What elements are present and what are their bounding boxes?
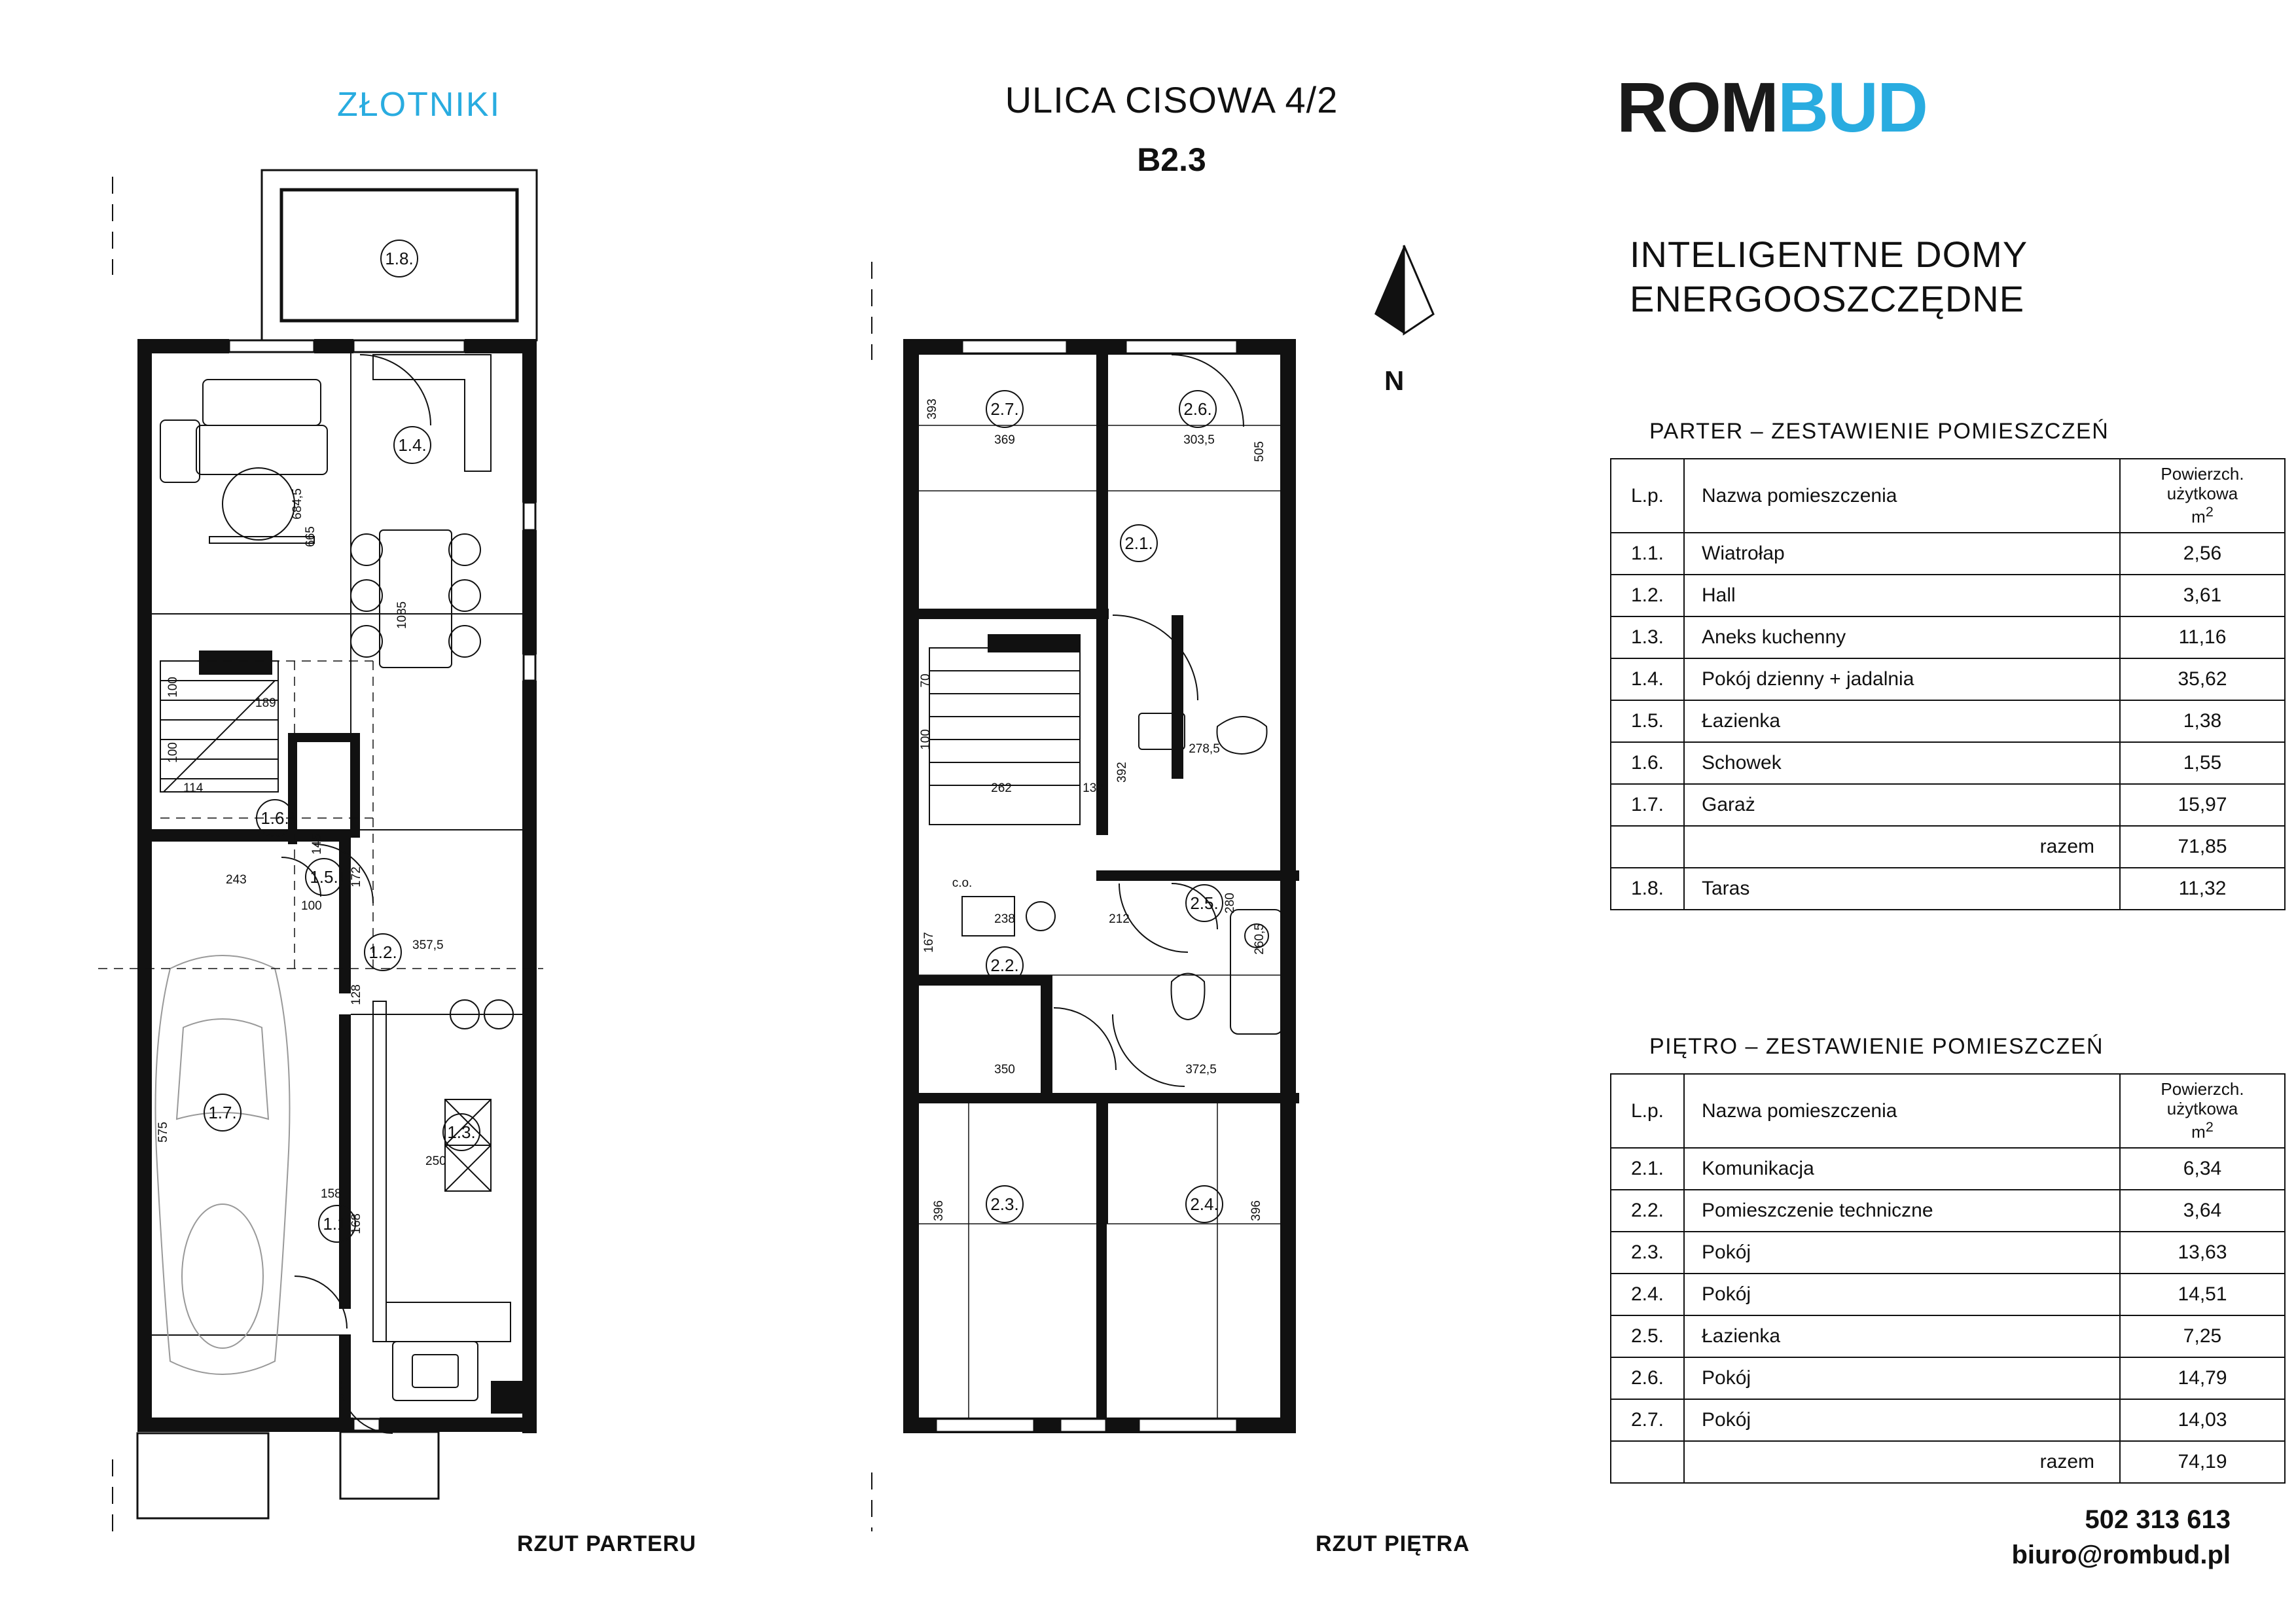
header-name: Nazwa pomieszczenia bbox=[1684, 459, 2120, 533]
cell-lp: 2.7. bbox=[1611, 1399, 1684, 1441]
svg-text:369: 369 bbox=[994, 433, 1015, 447]
cell-lp: 2.6. bbox=[1611, 1357, 1684, 1399]
svg-text:1.7.: 1.7. bbox=[208, 1103, 237, 1122]
cell-lp: 1.6. bbox=[1611, 742, 1684, 784]
svg-text:250: 250 bbox=[425, 1154, 446, 1168]
cell-name: Pokój dzienny + jadalnia bbox=[1684, 658, 2120, 700]
svg-text:168: 168 bbox=[350, 1213, 363, 1234]
cell-area: 7,25 bbox=[2120, 1315, 2285, 1357]
svg-text:1.2.: 1.2. bbox=[368, 942, 397, 962]
svg-text:2.1.: 2.1. bbox=[1124, 533, 1153, 553]
cell-total-label: razem bbox=[1684, 1441, 2120, 1483]
svg-text:212: 212 bbox=[1109, 912, 1130, 926]
cell-area: 11,16 bbox=[2120, 616, 2285, 658]
svg-text:172: 172 bbox=[350, 866, 363, 887]
first-room-table bbox=[1610, 1073, 2286, 1484]
svg-text:575: 575 bbox=[156, 1122, 170, 1143]
contact-phone[interactable]: 502 313 613 bbox=[2085, 1505, 2231, 1534]
svg-text:684,5: 684,5 bbox=[291, 488, 304, 520]
brand-slogan-line2: ENERGOOSZCZĘDNE bbox=[1630, 278, 2025, 320]
table-row bbox=[1611, 700, 2285, 742]
svg-text:100: 100 bbox=[919, 729, 933, 750]
svg-text:100: 100 bbox=[166, 742, 180, 763]
cell-lp-empty bbox=[1611, 826, 1684, 868]
first-floor-plan bbox=[864, 164, 1473, 1525]
table-total-row bbox=[1611, 826, 2285, 868]
svg-text:2.6.: 2.6. bbox=[1183, 399, 1212, 419]
svg-text:350: 350 bbox=[994, 1063, 1015, 1077]
svg-text:1.5.: 1.5. bbox=[310, 867, 338, 887]
svg-text:2.7.: 2.7. bbox=[990, 399, 1019, 419]
cell-name: Wiatrołap bbox=[1684, 533, 2120, 575]
svg-text:70: 70 bbox=[919, 673, 933, 688]
contact-block bbox=[2011, 1502, 2231, 1573]
cell-area: 1,55 bbox=[2120, 742, 2285, 784]
page-title-street: ULICA CISOWA 4/2 bbox=[1005, 79, 1338, 120]
cell-lp: 2.4. bbox=[1611, 1274, 1684, 1315]
table-row bbox=[1611, 1232, 2285, 1274]
svg-text:665: 665 bbox=[304, 526, 317, 547]
cell-area: 6,34 bbox=[2120, 1148, 2285, 1190]
contact-email[interactable]: biuro@rombud.pl bbox=[2011, 1541, 2231, 1569]
table-row bbox=[1611, 533, 2285, 575]
table-header-row bbox=[1611, 459, 2285, 533]
header-lp: L.p. bbox=[1611, 1074, 1684, 1148]
cell-area: 1,38 bbox=[2120, 700, 2285, 742]
table-header-row bbox=[1611, 1074, 2285, 1148]
page-title-estate: ZŁOTNIKI bbox=[336, 86, 501, 124]
cell-name: Łazienka bbox=[1684, 700, 2120, 742]
cell-name: Taras bbox=[1684, 868, 2120, 910]
svg-text:100: 100 bbox=[166, 677, 180, 698]
cell-name: Pokój bbox=[1684, 1232, 2120, 1274]
table-row bbox=[1611, 1148, 2285, 1190]
cell-area: 3,64 bbox=[2120, 1190, 2285, 1232]
cell-total-label: razem bbox=[1684, 826, 2120, 868]
svg-text:189: 189 bbox=[255, 696, 276, 710]
svg-text:280: 280 bbox=[1223, 893, 1237, 914]
table-row bbox=[1611, 575, 2285, 616]
table-row bbox=[1611, 1357, 2285, 1399]
cell-area: 3,61 bbox=[2120, 575, 2285, 616]
svg-text:145: 145 bbox=[310, 834, 324, 855]
header-lp: L.p. bbox=[1611, 459, 1684, 533]
svg-text:2.5.: 2.5. bbox=[1190, 893, 1219, 913]
cell-area: 14,03 bbox=[2120, 1399, 2285, 1441]
cell-lp: 1.8. bbox=[1611, 868, 1684, 910]
svg-text:2.3.: 2.3. bbox=[990, 1194, 1019, 1214]
svg-text:278,5: 278,5 bbox=[1189, 742, 1220, 756]
compass-north-label: N bbox=[1384, 365, 1405, 396]
table-row bbox=[1611, 1315, 2285, 1357]
cell-lp: 1.7. bbox=[1611, 784, 1684, 826]
table-row bbox=[1611, 868, 2285, 910]
cell-lp: 1.2. bbox=[1611, 575, 1684, 616]
brand-slogan-line1: INTELIGENTNE DOMY bbox=[1630, 234, 2028, 275]
svg-text:2.4.: 2.4. bbox=[1190, 1194, 1219, 1214]
cell-name: Hall bbox=[1684, 575, 2120, 616]
svg-text:303,5: 303,5 bbox=[1183, 433, 1215, 447]
svg-text:2.2.: 2.2. bbox=[990, 955, 1019, 975]
table-row bbox=[1611, 784, 2285, 826]
svg-text:392: 392 bbox=[1115, 762, 1129, 783]
svg-text:1.1.: 1.1. bbox=[323, 1214, 351, 1234]
svg-text:396: 396 bbox=[1249, 1200, 1263, 1221]
svg-text:505: 505 bbox=[1253, 441, 1266, 462]
cell-name: Pokój bbox=[1684, 1274, 2120, 1315]
cell-lp: 1.5. bbox=[1611, 700, 1684, 742]
svg-text:1.4.: 1.4. bbox=[398, 435, 427, 455]
svg-text:158: 158 bbox=[321, 1187, 342, 1201]
svg-text:393: 393 bbox=[925, 399, 939, 419]
table-row bbox=[1611, 1274, 2285, 1315]
cell-area: 2,56 bbox=[2120, 533, 2285, 575]
cell-name: Schowek bbox=[1684, 742, 2120, 784]
cell-lp: 1.1. bbox=[1611, 533, 1684, 575]
cell-area: 14,79 bbox=[2120, 1357, 2285, 1399]
svg-text:262: 262 bbox=[991, 781, 1012, 795]
cell-name: Aneks kuchenny bbox=[1684, 616, 2120, 658]
brand-slogan bbox=[1630, 232, 2028, 322]
table-total-row bbox=[1611, 1441, 2285, 1483]
cell-area: 35,62 bbox=[2120, 658, 2285, 700]
brand-logo-rom: ROM bbox=[1617, 67, 1778, 147]
table-row bbox=[1611, 742, 2285, 784]
cell-area: 15,97 bbox=[2120, 784, 2285, 826]
first-table-caption: PIĘTRO – ZESTAWIENIE POMIESZCZEŃ bbox=[1649, 1034, 2104, 1059]
svg-text:372,5: 372,5 bbox=[1185, 1063, 1217, 1077]
brand-logo bbox=[1617, 67, 1927, 147]
svg-text:1.3.: 1.3. bbox=[447, 1122, 476, 1142]
cell-area: 13,63 bbox=[2120, 1232, 2285, 1274]
svg-text:1.6.: 1.6. bbox=[260, 808, 289, 828]
svg-text:1.8.: 1.8. bbox=[385, 249, 414, 268]
svg-text:357,5: 357,5 bbox=[412, 938, 444, 952]
cell-lp-empty bbox=[1611, 1441, 1684, 1483]
caption-ground-floor: RZUT PARTERU bbox=[517, 1531, 696, 1556]
svg-text:260,5: 260,5 bbox=[1253, 923, 1266, 955]
svg-text:167: 167 bbox=[922, 932, 936, 953]
svg-text:396: 396 bbox=[932, 1200, 946, 1221]
table-row bbox=[1611, 1190, 2285, 1232]
cell-name: Łazienka bbox=[1684, 1315, 2120, 1357]
cell-lp: 2.2. bbox=[1611, 1190, 1684, 1232]
table-row bbox=[1611, 658, 2285, 700]
ground-floor-plan bbox=[98, 164, 831, 1525]
page-title-unit: B2.3 bbox=[1137, 141, 1206, 178]
caption-first-floor: RZUT PIĘTRA bbox=[1316, 1531, 1470, 1556]
svg-text:132: 132 bbox=[1083, 781, 1103, 795]
cell-area: 14,51 bbox=[2120, 1274, 2285, 1315]
cell-lp: 2.5. bbox=[1611, 1315, 1684, 1357]
header-name: Nazwa pomieszczenia bbox=[1684, 1074, 2120, 1148]
ground-table-caption: PARTER – ZESTAWIENIE POMIESZCZEŃ bbox=[1649, 419, 2109, 444]
cell-name: Pomieszczenie techniczne bbox=[1684, 1190, 2120, 1232]
brand-logo-bud: BUD bbox=[1777, 67, 1927, 147]
cell-lp: 2.1. bbox=[1611, 1148, 1684, 1190]
cell-total-value: 74,19 bbox=[2120, 1441, 2285, 1483]
cell-total-value: 71,85 bbox=[2120, 826, 2285, 868]
svg-text:c.o.: c.o. bbox=[952, 876, 973, 890]
cell-lp: 1.3. bbox=[1611, 616, 1684, 658]
svg-text:128: 128 bbox=[350, 984, 363, 1005]
svg-text:100: 100 bbox=[301, 899, 322, 913]
cell-name: Pokój bbox=[1684, 1399, 2120, 1441]
svg-text:243: 243 bbox=[226, 873, 247, 887]
cell-name: Garaż bbox=[1684, 784, 2120, 826]
table-row bbox=[1611, 616, 2285, 658]
svg-text:1085: 1085 bbox=[395, 601, 409, 630]
header-area: Powierzch. użytkowa $m^2$ bbox=[2120, 1074, 2285, 1148]
cell-name: Pokój bbox=[1684, 1357, 2120, 1399]
cell-name: Komunikacja bbox=[1684, 1148, 2120, 1190]
table-row bbox=[1611, 1399, 2285, 1441]
ground-room-table bbox=[1610, 458, 2286, 910]
svg-text:114: 114 bbox=[183, 781, 204, 795]
cell-lp: 1.4. bbox=[1611, 658, 1684, 700]
cell-area: 11,32 bbox=[2120, 868, 2285, 910]
cell-lp: 2.3. bbox=[1611, 1232, 1684, 1274]
header-area: Powierzch. użytkowa $m^2$ bbox=[2120, 459, 2285, 533]
svg-text:238: 238 bbox=[994, 912, 1015, 926]
